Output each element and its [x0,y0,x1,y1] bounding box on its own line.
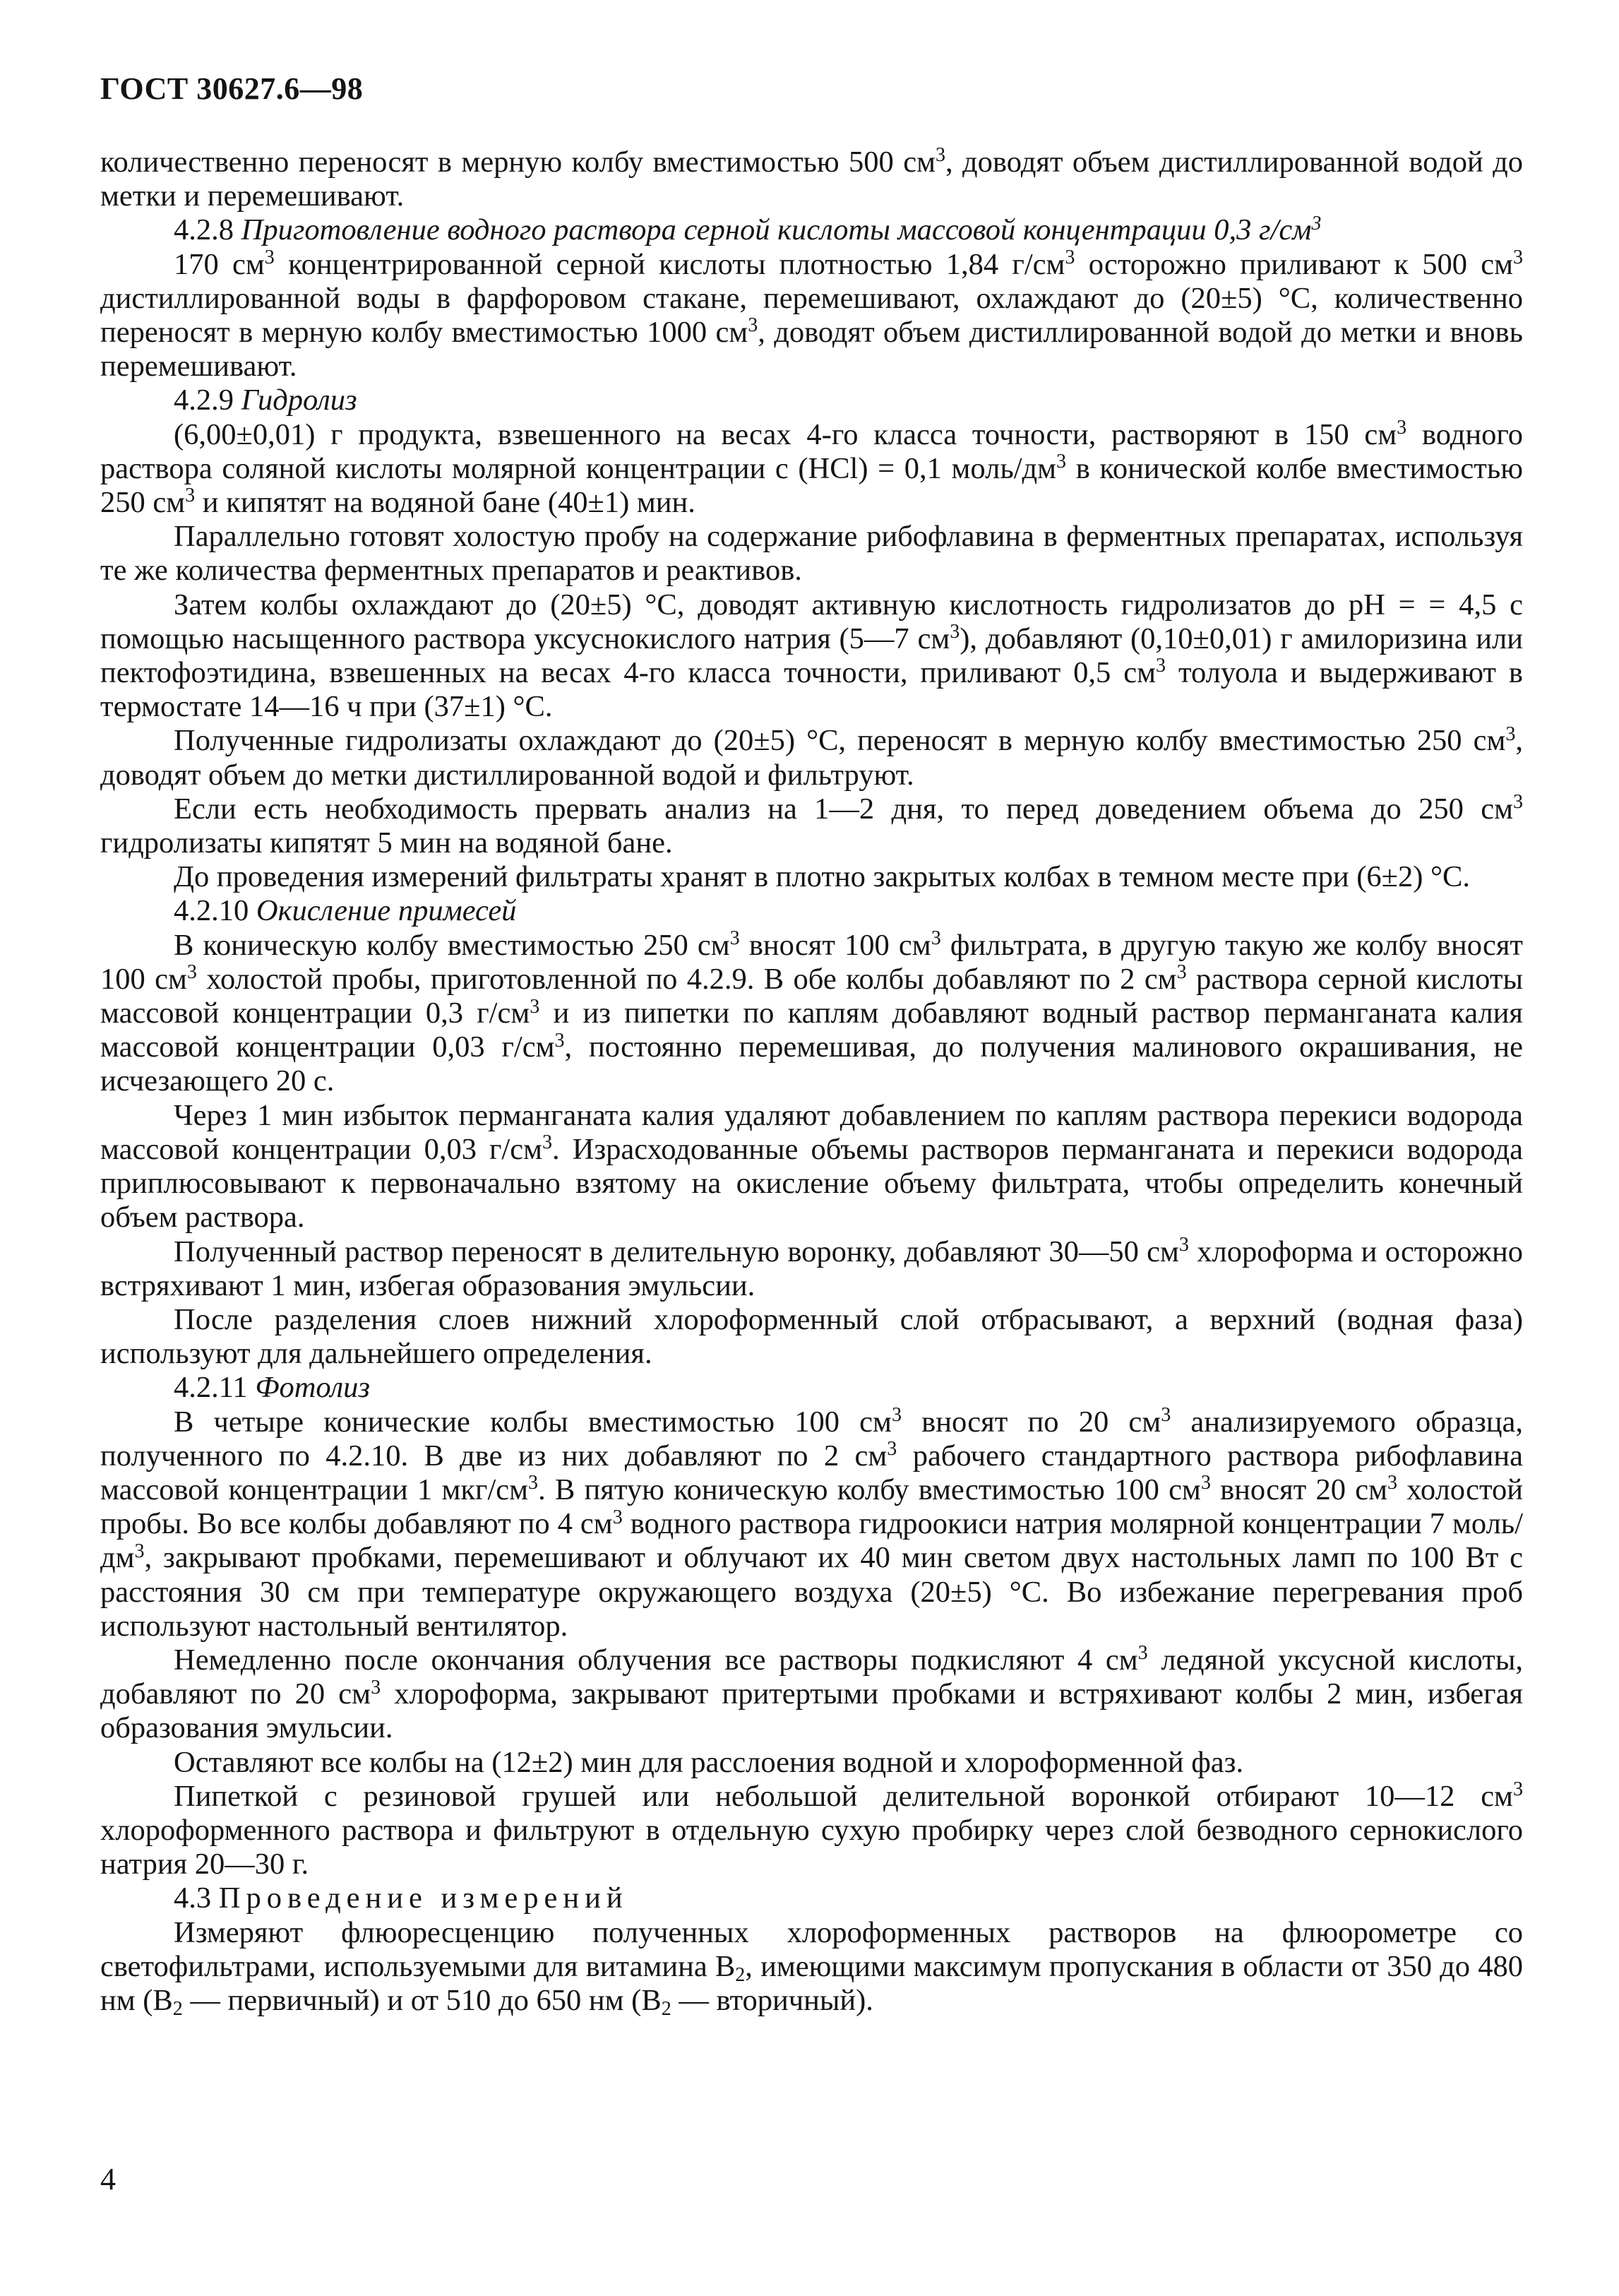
document-body [100,145,1523,2018]
section-title: Проведение измерений [218,1881,628,1915]
paragraph: Параллельно готовят холостую пробу на содержание рибофлавина в ферментных препаратах, используя те же количества ферментных препаратов и реактивов. [100,520,1523,588]
document-code-header: ГОСТ 30627.6—98 [100,71,364,106]
paragraph: Полученные гидролизаты охлаждают до (20±5) °С, переносят в мерную колбу вместимостью 250 $см^3$, доводят объем до метки дистиллированной водой и фильтруют. [100,722,1523,792]
paragraph: В коническую колбу вместимостью 250 $см^3$ вносят 100 $см^3$ фильтрата, в другую такую же колбу вносят 100 $см^3$ холостой пробы, приготовленной по 4.2.9. В обе колбы добавляют по 2 $см^3$ раствора серной кислоты массовой концентрации 0,3 $г/см^3$ и из пипетки по каплям добавляют водный раствор перманганата калия массовой концентрации 0,03 $г/см^3$, постоянно перемешивая, до получения малинового окрашивания, не исчезающего 20 с. [100,927,1523,1098]
section-title: Гидролиз [241,383,357,417]
paragraph: До проведения измерений фильтраты хранят в плотно закрытых колбах в темном месте при (6±2) °С. [174,860,1470,894]
section-number: 4.3 [174,1881,219,1915]
paragraph: Измеряют флюоресценцию полученных хлороформенных растворов на флюорометре со светофильтрами, используемыми для витамина $B_2$, имеющими максимум пропускания в области от 350 до 480 нм ($B_2$ — первичный) и от 510 до 650 нм ($B_2$ — вторичный). [100,1915,1523,2020]
section-heading-4-3 [100,1881,1523,1915]
page-number: 4 [100,2162,116,2196]
paragraph: Полученный раствор переносят в делительную воронку, добавляют 30—50 $см^3$ хлороформа и осторожно встряхивают 1 мин, избегая образования эмульсии. [100,1233,1523,1302]
section-title: Фотолиз [255,1371,370,1405]
paragraph: В четыре конические колбы вместимостью 100 $см^3$ вносят по 20 $см^3$ анализируемого образца, полученного по 4.2.10. В две из них добавляют по 2 $см^3$ рабочего стандартного раствора рибофлавина массовой концентрации 1 мкг/$см^3$. В пятую коническую колбу вместимостью 100 $см^3$ вносят 20 $см^3$ холостой пробы. Во все колбы добавляют по 4 $см^3$ водного раствора гидроокиси натрия молярной концентрации 7 моль/$дм^3$, закрывают пробками, перемешивают и облучают их 40 мин светом двух настольных ламп по 100 Вт с расстояния 30 см при температуре окружающего воздуха (20±5) °С. Во избежание перегревания проб используют настольный вентилятор. [100,1403,1523,1643]
paragraph: Немедленно после окончания облучения все растворы подкисляют 4 $см^3$ ледяной уксусной кислоты, добавляют по 20 $см^3$ хлороформа, закрывают притертыми пробками и встряхивают колбы 2 мин, избегая образования эмульсии. [100,1642,1523,1745]
section-number: 4.2.9 [174,383,241,417]
paragraph: После разделения слоев нижний хлороформенный слой отбрасывают, а верхний (водная фаза) используют для дальнейшего определения. [100,1302,1523,1371]
paragraph: 170 $см^3$ концентрированной серной кислоты плотностью 1,84 $г/см^3$ осторожно приливают к 500 $см^3$ дистиллированной воды в фарфоровом стакане, перемешивают, охлаждают до (20±5) °С, количественно переносят в мерную колбу вместимостью 1000 $см^3$, доводят объем дистиллированной водой до метки и вновь перемешивают. [100,246,1524,383]
section-heading-4-2-11 [100,1371,1523,1405]
paragraph: Затем колбы охлаждают до (20±5) °С, доводят активную кислотность гидролизатов до pH = = 4,5 с помощью насыщенного раствора уксуснокислого натрия (5—7 $см^3$), добавляют (0,10±0,01) г амилоризина или пектофоэтидина, взвешенных на весах 4-го класса точности, приливают 0,5 $см^3$ толуола и выдерживают в термостате 14—16 ч при (37±1) °С. [100,588,1523,724]
paragraph: Оставляют все колбы на (12±2) мин для расслоения водной и хлороформенной фаз. [174,1745,1244,1779]
section-heading-4-2-9 [100,383,1523,417]
paragraph: Если есть необходимость прервать анализ на 1—2 дня, то перед доведением объема до 250 $см^3$ гидролизаты кипятят 5 мин на водяной бане. [100,791,1523,860]
section-title: Приготовление водного раствора серной кислоты массовой концентрации 0,3 $г/см^3$ [241,212,1322,247]
paragraph: Через 1 мин избыток перманганата калия удаляют добавлением по каплям раствора перекиси водорода массовой концентрации 0,03 $г/см^3$. Израсходованные объемы растворов перманганата и перекиси водорода приплюсовывают к первоначально взятому на окисление объему фильтрата, чтобы определить конечный объем раствора. [100,1098,1523,1235]
paragraph: Пипеткой с резиновой грушей или небольшой делительной воронкой отбирают 10—12 $см^3$ хлороформенного раствора и фильтруют в отдельную сухую пробирку через слой безводного сернокислого натрия 20—30 г. [100,1778,1523,1881]
section-number: 4.2.8 [174,213,241,247]
paragraph: количественно переносят в мерную колбу вместимостью 500 $см^3$, доводят объем дистиллированной водой до метки и перемешивают. [100,144,1524,213]
section-number: 4.2.11 [174,1371,256,1405]
section-heading-4-2-10 [100,894,1523,928]
section-number: 4.2.10 [174,894,256,928]
section-title: Окисление примесей [256,894,517,928]
paragraph: (6,00±0,01) г продукта, взвешенного на весах 4-го класса точности, растворяют в 150 $см^3$ водного раствора соляной кислоты молярной концентрации с (HCl) = 0,1 моль/$дм^3$ в конической колбе вместимостью 250 $см^3$ и кипятят на водяной бане (40±1) мин. [100,417,1524,520]
section-heading-4-2-8 [100,213,1523,247]
